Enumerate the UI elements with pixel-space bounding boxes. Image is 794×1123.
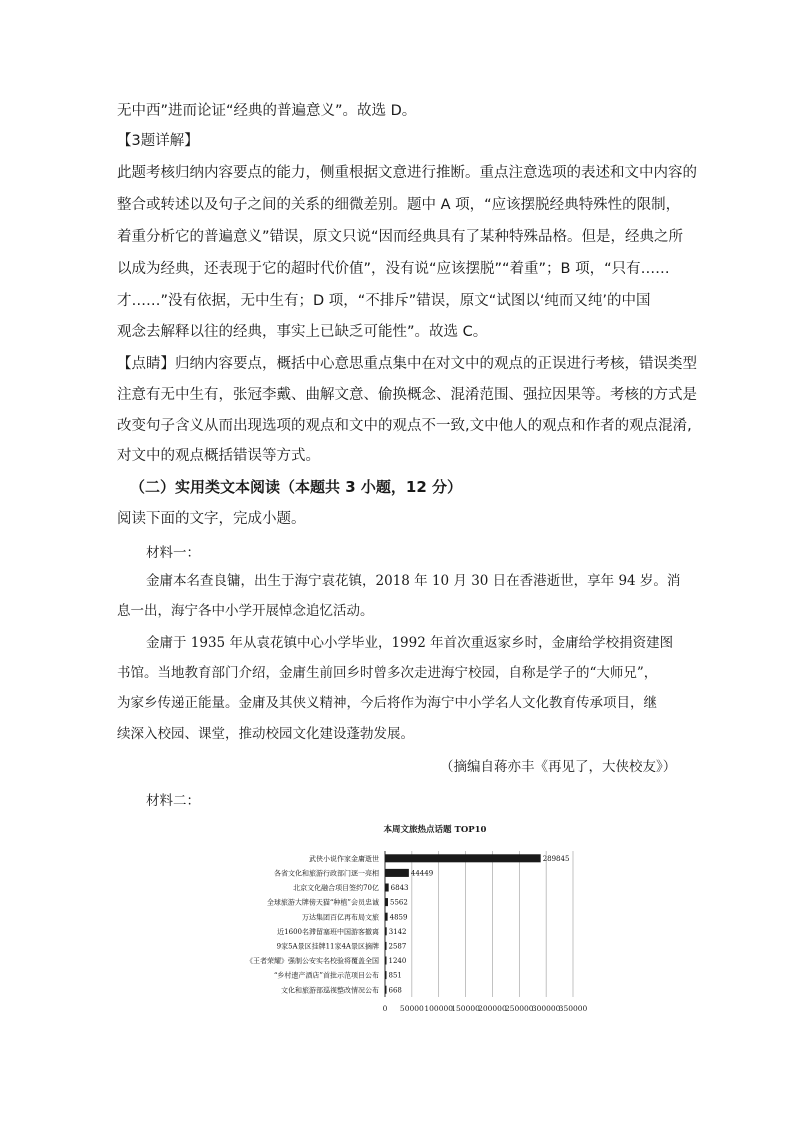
instruction: 阅读下面的文字，完成小题。 [117,511,306,527]
material1-line: 金庸于 1935 年从袁花镇中心小学毕业，1992 年首次重返家乡时，金庸给学校捐资建图 [146,635,674,651]
category-label: 武侠小说作家金庸逝世 [309,854,379,863]
tip-line: 注意有无中生有，张冠李戴、曲解文意、偷换概念、混淆范围、强拉因果等。考核的方式是 [117,387,697,403]
category-label: 北京文化融合项目签约70亿 [293,884,379,893]
tip-line: 改变句子含义从而出现选项的观点和文中的观点不一致,文中他人的观点和作者的观点混淆, [117,418,692,434]
category-label: 文化和旅游部巡视整改情况公布 [281,986,379,995]
category-label: 近1600名滞留塞班中国游客撤离 [277,927,379,936]
x-tick-label: 150000 [451,1004,480,1013]
bar [385,927,387,935]
data-label: 4859 [389,913,408,922]
tip-line: 对文中的观点概括错误等方式。 [117,448,320,464]
data-label: 3142 [388,927,407,936]
material1-label: 材料一： [146,545,200,561]
x-tick-label: 350000 [558,1004,588,1013]
tip-line: 【点睛】归纳内容要点，概括中心意思重点集中在对文中的观点的正误进行考核，错误类型 [117,356,697,372]
bar [385,854,541,862]
data-label: 668 [388,986,402,995]
data-label: 5562 [389,898,408,907]
category-label: 《王者荣耀》强制公安实名校验将覆盖全国 [246,957,379,966]
bar [385,956,387,964]
bar [385,971,387,979]
data-label: 851 [388,971,402,980]
category-label: 全球旅游大牌傍天猫“种植”会员忠诚 [266,898,379,907]
category-label: 万达集团百亿再布局文旅 [302,913,379,922]
category-label: “乡村遗产酒店”首批示范项目公布 [273,971,379,980]
bar [385,913,388,921]
bar [385,883,389,891]
bar [385,986,387,994]
answer-line: 以成为经典，还表现于它的超时代价值”，没有说“应该摆脱”“着重”；B 项，“只有…… [117,261,670,277]
data-label: 6843 [390,884,409,893]
data-label: 1240 [388,957,407,966]
x-tick-label: 0 [382,1004,388,1013]
chart-title: 本周文旅热点话题 TOP10 [383,825,487,835]
answer-line: 观念去解释以往的经典，事实上已缺乏可能性”。故选 C。 [117,324,488,340]
x-tick-label: 250000 [504,1004,534,1013]
x-tick-label: 100000 [424,1004,454,1013]
material1-source: （摘编自蒋亦丰《再见了，大侠校友》） [440,759,677,775]
bar [385,869,409,877]
data-label: 44449 [410,869,434,878]
category-label: 9家5A景区挂牌11家4A景区摘牌 [276,942,379,951]
section-title: （二）实用类文本阅读（本题共 3 小题，12 分） [130,478,462,496]
heading-3: 【3题详解】 [117,133,199,149]
data-label: 289845 [542,854,570,863]
material2-label: 材料二： [146,793,200,809]
material1-line: 书馆。当地教育部门介绍，金庸生前回乡时曾多次走进海宁校园，自称是学子的“大师兄”， [117,665,658,681]
data-label: 2587 [388,942,407,951]
answer-line: 着重分析它的普遍意义”错误，原文只说“因而经典具有了某种特殊品格。但是，经典之所 [117,229,684,245]
material1-line: 续深入校园、课堂，推动校园文化建设蓬勃发展。 [117,726,414,742]
answer-line: 整合或转述以及句子之间的关系的细微差别。题中 A 项，“应该摆脱经典特殊性的限制， [117,197,681,213]
answer-line: 此题考核归纳内容要点的能力，侧重根据文意进行推断。重点注意选项的表述和文中内容的 [117,165,697,181]
material1-line: 金庸本名查良镛，出生于海宁袁花镇，2018 年 10 月 30 日在香港逝世，享年 94 岁。消 [146,573,681,589]
x-tick-label: 300000 [531,1004,561,1013]
bar [385,942,387,950]
answer-line: 无中西”进而论证“经典的普遍意义”。故选 D。 [117,103,417,119]
material1-line: 为家乡传递正能量。金庸及其侠义精神，今后将作为海宁中小学名人文化教育传承项目，继 [117,695,657,711]
answer-line: 才……”没有依据，无中生有；D 项，“不排斥”错误，原文“试图以‘纯而又纯’的中国 [117,293,651,309]
x-tick-label: 200000 [478,1004,507,1013]
bar [385,898,388,906]
material1-line: 息一出，海宁各中小学开展悼念追忆活动。 [117,603,374,619]
x-tick-label: 50000 [399,1004,424,1013]
category-label: 各省文化和旅游行政部门逐一亮相 [274,869,379,878]
